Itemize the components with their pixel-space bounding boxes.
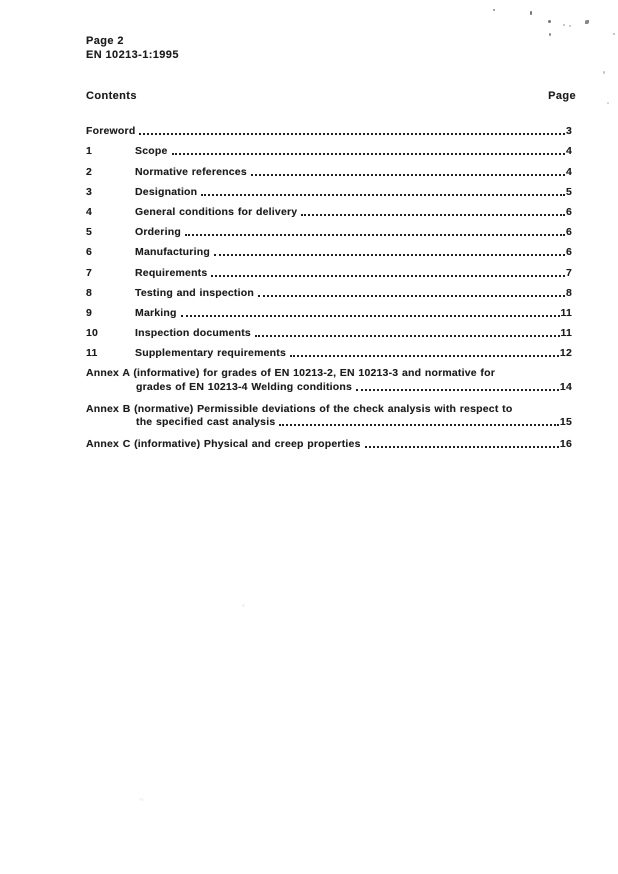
scan-speckle bbox=[613, 33, 615, 35]
toc-entry-label: Manufacturing bbox=[135, 246, 210, 259]
toc-entry-label: Supplementary requirements bbox=[135, 347, 286, 360]
page-number-label: Page 2 bbox=[86, 35, 124, 47]
dot-leader bbox=[201, 194, 565, 196]
dot-leader bbox=[356, 389, 559, 391]
toc-annex-c bbox=[86, 438, 572, 450]
toc-entry-page: 12 bbox=[559, 347, 572, 360]
toc-annex-b bbox=[86, 403, 572, 429]
scan-speckle bbox=[530, 11, 532, 15]
toc-entry-number: 3 bbox=[86, 185, 93, 198]
scan-speckle bbox=[493, 9, 495, 11]
dot-leader bbox=[255, 335, 560, 337]
toc-entry-number: 7 bbox=[86, 266, 93, 279]
annex-title-line bbox=[86, 438, 572, 450]
dot-leader bbox=[251, 174, 565, 176]
scan-speckle bbox=[563, 24, 565, 26]
toc-entry bbox=[86, 238, 572, 258]
toc-entry bbox=[86, 198, 572, 218]
toc-entry-label: Requirements bbox=[135, 266, 208, 279]
toc-entry-number: 2 bbox=[86, 165, 93, 178]
toc-entry-label: Ordering bbox=[135, 226, 181, 239]
dot-leader bbox=[301, 214, 565, 216]
toc-entry bbox=[86, 299, 572, 319]
toc-entry bbox=[86, 279, 572, 299]
toc-entry bbox=[86, 218, 572, 238]
toc-entry-page: 3 bbox=[565, 125, 572, 138]
dot-leader bbox=[181, 315, 560, 317]
toc-entry-number: 11 bbox=[86, 347, 98, 360]
annex-title-line: Annex B (normative) Permissible deviations of the check analysis with respect to bbox=[86, 402, 513, 415]
toc-entry-label: Scope bbox=[135, 145, 168, 158]
dot-leader bbox=[258, 295, 565, 297]
toc-entry-label: Normative references bbox=[135, 165, 247, 178]
toc-entry-number: 8 bbox=[86, 286, 93, 299]
toc-entry-label: General conditions for delivery bbox=[135, 205, 298, 218]
toc-entry-label: Designation bbox=[135, 185, 198, 198]
toc-entry bbox=[86, 157, 572, 177]
annex-continuation-line bbox=[86, 416, 572, 428]
toc-entry-number: 9 bbox=[86, 306, 93, 319]
contents-header-row bbox=[86, 90, 576, 103]
toc-entry-number: 6 bbox=[86, 246, 93, 259]
toc-entry-label: Marking bbox=[135, 306, 177, 319]
toc-entry-label: Inspection documents bbox=[135, 327, 251, 340]
annex-page: 16 bbox=[559, 438, 572, 451]
toc-entry-page: 4 bbox=[565, 145, 572, 158]
annex-continuation-line bbox=[86, 381, 572, 393]
page-column-label: Page bbox=[548, 90, 576, 102]
document-header bbox=[86, 34, 179, 62]
scan-speckle bbox=[549, 33, 551, 36]
annex-page: 14 bbox=[559, 380, 572, 393]
scan-speckle bbox=[139, 798, 144, 801]
toc-entry-page: 6 bbox=[565, 226, 572, 239]
toc-entry-number: 4 bbox=[86, 205, 93, 218]
toc-entry-label: Foreword bbox=[86, 125, 136, 138]
toc-entry-page: 5 bbox=[565, 185, 572, 198]
toc-entry-page: 11 bbox=[560, 327, 572, 340]
dot-leader bbox=[211, 275, 565, 277]
annex-continuation-text: the specified cast analysis bbox=[136, 416, 276, 429]
dot-leader bbox=[185, 234, 565, 236]
annex-continuation-text: grades of EN 10213-4 Welding conditions bbox=[136, 380, 353, 393]
toc-entry-page: 4 bbox=[565, 165, 572, 178]
toc-entry bbox=[86, 137, 572, 157]
toc-entry-page: 6 bbox=[565, 205, 572, 218]
scan-speckle bbox=[569, 25, 571, 27]
scan-speckle bbox=[242, 604, 245, 607]
standard-reference: EN 10213-1:1995 bbox=[86, 49, 179, 61]
dot-leader bbox=[290, 355, 559, 357]
toc-entry bbox=[86, 258, 572, 278]
toc-entry-page: 8 bbox=[565, 286, 572, 299]
toc-entry bbox=[86, 178, 572, 198]
toc-entry-number: 10 bbox=[86, 327, 99, 340]
dot-leader bbox=[172, 153, 565, 155]
dot-leader bbox=[279, 424, 559, 426]
toc-entry-page: 6 bbox=[565, 246, 572, 259]
table-of-contents bbox=[86, 117, 572, 450]
annex-title-text: Annex C (informative) Physical and creep properties bbox=[86, 438, 361, 451]
toc-entry-page: 7 bbox=[565, 266, 572, 279]
toc-entry-number: 5 bbox=[86, 226, 93, 239]
scan-speckle bbox=[548, 20, 551, 23]
scan-speckle bbox=[585, 20, 589, 24]
dot-leader bbox=[139, 133, 565, 135]
toc-entry-number: 1 bbox=[86, 145, 93, 158]
contents-heading: Contents bbox=[86, 90, 137, 102]
toc-entry-page: 11 bbox=[560, 306, 572, 319]
dot-leader bbox=[214, 254, 565, 256]
scan-speckle bbox=[603, 71, 605, 74]
toc-annex-a bbox=[86, 367, 572, 393]
scan-speckle bbox=[607, 102, 609, 104]
toc-entry bbox=[86, 339, 572, 359]
toc-entry-foreword bbox=[86, 117, 572, 137]
annex-title-line: Annex A (informative) for grades of EN 10213-2, EN 10213-3 and normative for bbox=[86, 367, 496, 380]
dot-leader bbox=[365, 446, 559, 448]
annex-page: 15 bbox=[559, 416, 572, 429]
toc-entry bbox=[86, 319, 572, 339]
toc-entry-label: Testing and inspection bbox=[135, 286, 254, 299]
